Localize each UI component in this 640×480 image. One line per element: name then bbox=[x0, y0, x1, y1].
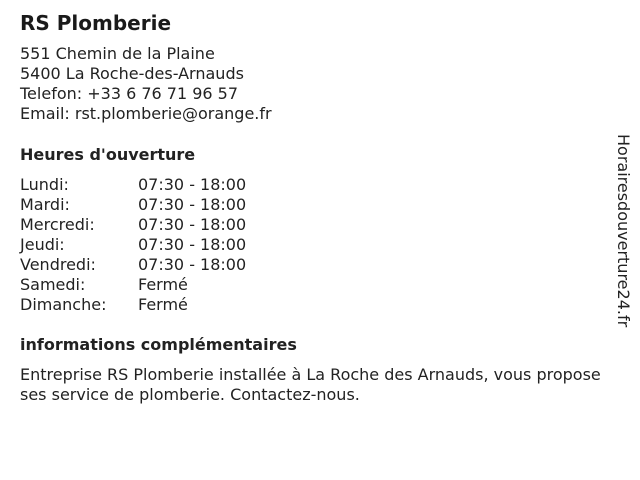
hours-day: Vendredi: bbox=[20, 255, 96, 274]
hours-row bbox=[20, 295, 610, 315]
hours-time: 07:30 - 18:00 bbox=[138, 195, 247, 214]
address-line-1: 551 Chemin de la Plaine bbox=[20, 44, 215, 63]
site-watermark: Horairesdouverture24.fr bbox=[614, 134, 633, 328]
hours-day: Mercredi: bbox=[20, 215, 95, 234]
hours-day: Dimanche: bbox=[20, 295, 107, 314]
hours-time: 07:30 - 18:00 bbox=[138, 255, 247, 274]
info-heading: informations complémentaires bbox=[20, 335, 297, 354]
hours-row bbox=[20, 215, 610, 235]
hours-row bbox=[20, 235, 610, 255]
hours-heading: Heures d'ouverture bbox=[20, 145, 196, 164]
hours-day: Jeudi: bbox=[20, 235, 65, 254]
hours-row bbox=[20, 195, 610, 215]
email-address: Email: rst.plomberie@orange.fr bbox=[20, 104, 272, 123]
business-card bbox=[20, 10, 610, 405]
hours-day: Lundi: bbox=[20, 175, 69, 194]
hours-day: Mardi: bbox=[20, 195, 70, 214]
business-name: RS Plomberie bbox=[20, 11, 172, 35]
address-line-2: 5400 La Roche-des-Arnauds bbox=[20, 64, 244, 83]
business-description: Entreprise RS Plomberie installée à La Roche des Arnauds, vous propose ses service de plomberie. Contactez-nous. bbox=[20, 365, 601, 404]
hours-time: 07:30 - 18:00 bbox=[138, 175, 247, 194]
hours-day: Samedi: bbox=[20, 275, 86, 294]
hours-row bbox=[20, 275, 610, 295]
phone-number: Telefon: +33 6 76 71 96 57 bbox=[20, 84, 239, 103]
hours-time: Fermé bbox=[138, 295, 188, 314]
hours-row bbox=[20, 255, 610, 275]
hours-time: 07:30 - 18:00 bbox=[138, 215, 247, 234]
hours-row bbox=[20, 175, 610, 195]
hours-table bbox=[20, 175, 610, 315]
hours-time: Fermé bbox=[138, 275, 188, 294]
hours-time: 07:30 - 18:00 bbox=[138, 235, 247, 254]
